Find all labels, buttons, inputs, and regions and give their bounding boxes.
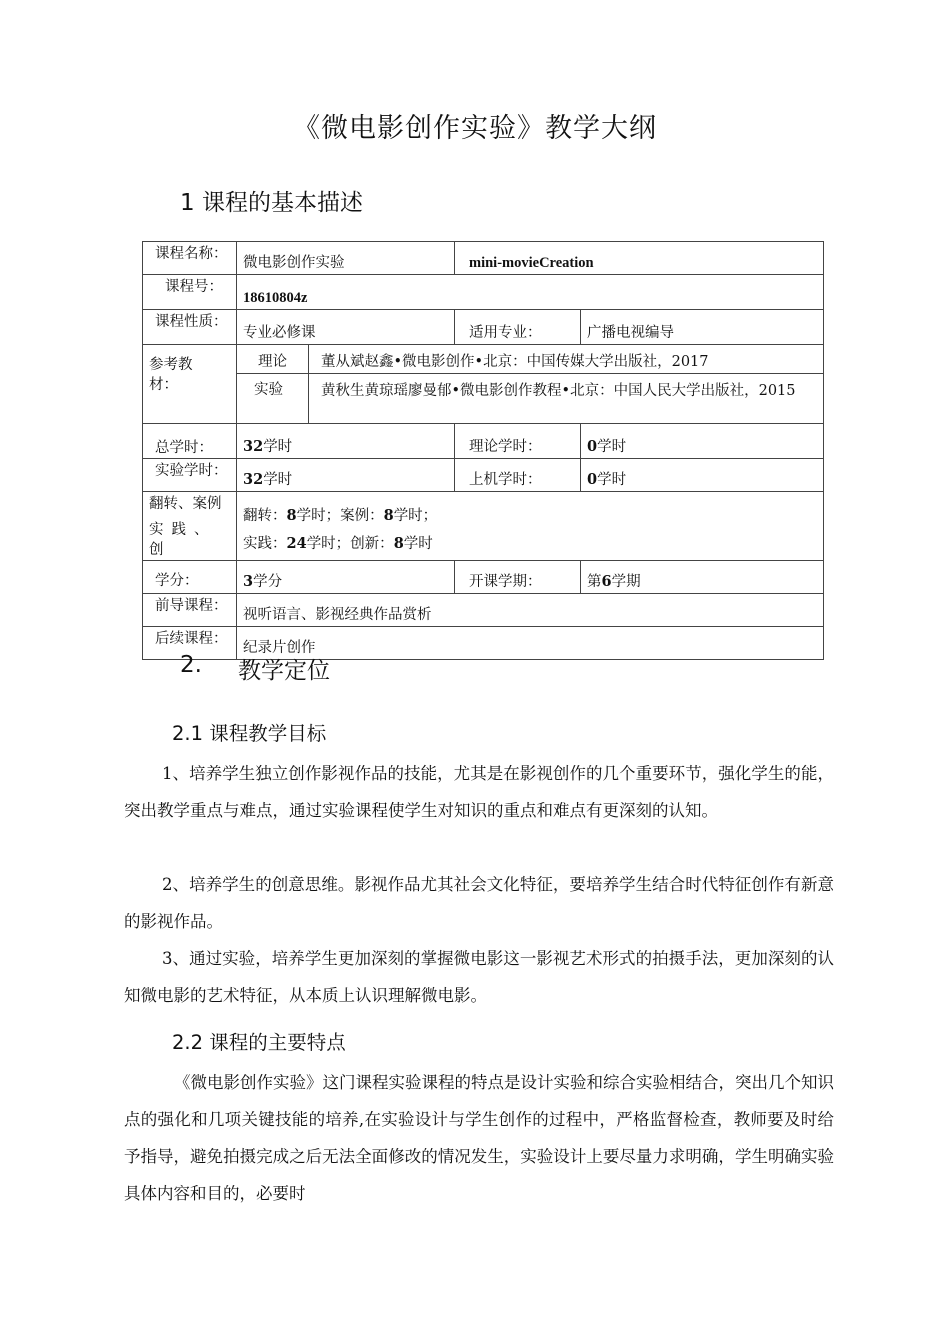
lab-textbook: 黄秋生黄琼瑶廖曼郁•微电影创作教程•北京：中国人民大学出版社，2015: [321, 383, 796, 399]
table-row: [143, 492, 824, 561]
table-row: [143, 459, 824, 492]
computer-hours: 0学时: [587, 471, 627, 488]
course-name-cn: 微电影创作实验: [243, 255, 345, 271]
course-info-table: [142, 241, 824, 660]
row-label: 课程性质：: [155, 314, 228, 330]
term-label: 开课学期：: [469, 574, 542, 590]
theory-textbook: 董从斌赵鑫•微电影创作•北京：中国传媒大学出版社，2017: [321, 354, 709, 370]
table-row: [143, 310, 824, 345]
prerequisite-courses: 视听语言、影视经典作品赏析: [243, 607, 432, 623]
lab-label: 实验: [254, 382, 283, 398]
total-hours: 32学时: [243, 438, 293, 455]
row-label: 前导课程：: [155, 598, 228, 614]
section-1-heading: 1 课程的基本描述: [180, 190, 363, 216]
flip-case-practice-hours: 翻转：8学时；案例：8学时； 实践：24学时；创新：8学时: [243, 507, 438, 552]
section-2-number: 2.: [180, 652, 202, 678]
goal-paragraph-2: 2、培养学生的创意思维。影视作品尤其社会文化特征，要培养学生结合时代特征创作有新意的影视作品。: [124, 875, 834, 931]
computer-hours-label: 上机学时：: [469, 472, 542, 488]
course-nature: 专业必修课: [243, 325, 316, 341]
credits: 3学分: [243, 573, 283, 590]
section-2-1-heading: 2.1 课程教学目标: [172, 722, 327, 745]
major-label: 适用专业：: [469, 325, 542, 341]
row-label: 实验学时：: [155, 463, 228, 479]
table-row: [143, 275, 824, 310]
course-name-en: mini-movieCreation: [469, 255, 594, 271]
section-2-2-heading: 2.2 课程的主要特点: [172, 1031, 346, 1054]
feature-paragraph: 《微电影创作实验》这门课程实验课程的特点是设计实验和综合实验相结合，突出几个知识点的强化和几项关键技能的培养,在实验设计与学生创作的过程中，严格监督检查，教师要及时给予指导，避免拍摄完成之后无法全面修改的情况发生，实验设计上要尽量力求明确，学生明确实验具体内容和目的，必要时: [124, 1073, 834, 1203]
document-title: 《微电影创作实验》教学大纲: [293, 113, 657, 144]
row-label: 后续课程：: [155, 631, 228, 647]
goal-paragraph-3: 3、通过实验，培养学生更加深刻的掌握微电影这一影视艺术形式的拍摄手法，更加深刻的认知微电影的艺术特征，从本质上认识理解微电影。: [124, 949, 834, 1005]
lab-hours: 32学时: [243, 471, 293, 488]
followup-courses: 纪录片创作: [243, 640, 316, 656]
row-label: 课程号：: [165, 279, 223, 295]
row-label: 参考教材：: [149, 357, 193, 393]
row-label: 课程名称：: [155, 246, 228, 262]
table-row: [143, 424, 824, 459]
theory-label: 理论: [258, 354, 287, 370]
row-label: 总学时：: [155, 440, 213, 456]
table-row: [143, 561, 824, 594]
theory-hours-label: 理论学时：: [469, 439, 542, 455]
section-2-heading: 教学定位: [238, 658, 330, 684]
theory-hours: 0学时: [587, 438, 627, 455]
goal-paragraph-1: 1、培养学生独立创作影视作品的技能，尤其是在影视创作的几个重要环节，强化学生的能，突出教学重点与难点，通过实验课程使学生对知识的重点和难点有更深刻的认知。: [124, 764, 834, 820]
row-label: 翻转、案例 实践、创: [149, 496, 222, 558]
term: 第6学期: [587, 573, 641, 590]
table-row: [143, 374, 824, 424]
table-row: [143, 345, 824, 374]
table-row: [143, 594, 824, 627]
course-code: 18610804z: [243, 290, 308, 306]
table-row: [143, 242, 824, 275]
row-label: 学分：: [155, 573, 199, 589]
applicable-major: 广播电视编导: [587, 325, 674, 341]
